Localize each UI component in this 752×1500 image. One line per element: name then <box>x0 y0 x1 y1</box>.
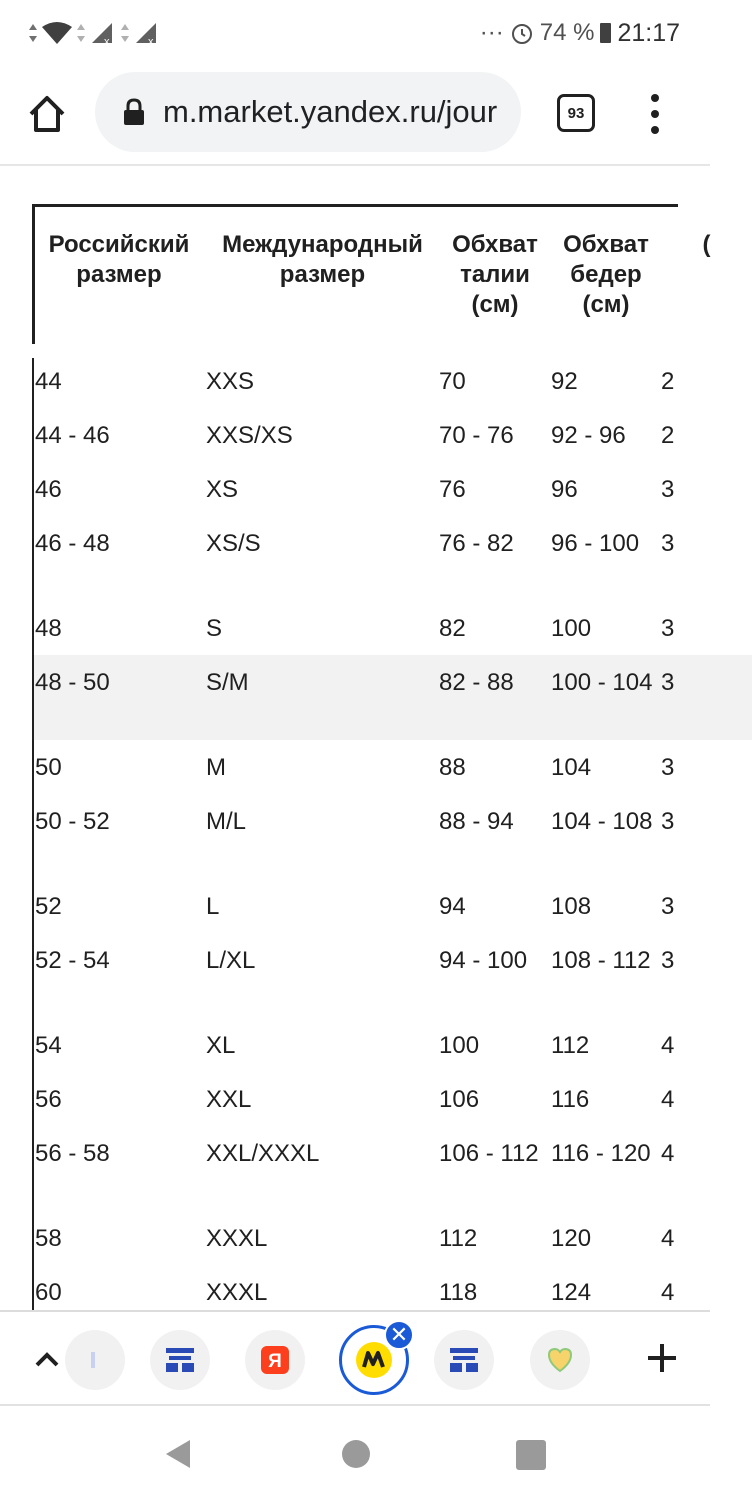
menu-dot <box>651 126 659 134</box>
yandex-icon <box>259 1344 291 1376</box>
table-row <box>32 354 752 408</box>
yandex-weather-icon <box>163 1345 197 1375</box>
table-cell: 48 - 50 <box>32 655 206 740</box>
table-row <box>32 516 752 601</box>
menu-dot <box>651 110 659 118</box>
table-cell: 120 <box>551 1225 592 1252</box>
table-cell: L/XL <box>206 947 256 974</box>
table-cell: 52 - 54 <box>35 947 110 974</box>
table-cell: 3 <box>661 655 752 740</box>
battery-percent: 74 % <box>539 19 595 46</box>
table-cell: 4 <box>661 1225 675 1252</box>
browser-toolbar <box>0 64 710 166</box>
table-cell: 50 <box>35 754 62 781</box>
partial-tab-icon <box>85 1348 105 1372</box>
table-cell: L <box>206 893 220 920</box>
table-cell: 3 <box>661 808 675 835</box>
table-cell: M/L <box>206 808 247 835</box>
table-cell: 2 <box>661 368 675 395</box>
home-nav-button[interactable] <box>342 1440 370 1468</box>
table-cell: 106 <box>439 1086 480 1113</box>
table-cell: XXL <box>206 1086 252 1113</box>
chevron-up-icon <box>34 1350 60 1368</box>
tab-thumbnail[interactable] <box>434 1330 494 1390</box>
tab-strip <box>0 1310 710 1406</box>
signal-no-service-icon <box>134 21 160 48</box>
table-row <box>32 879 752 933</box>
table-cell: 4 <box>661 1140 675 1167</box>
table-cell: 4 <box>661 1279 675 1306</box>
table-cell: 76 <box>439 476 466 503</box>
table-cell: 3 <box>661 947 675 974</box>
size-table-container[interactable] <box>32 204 711 1310</box>
data-transfer-icon <box>28 22 38 44</box>
table-cell: 70 <box>439 368 466 395</box>
home-button[interactable] <box>22 90 72 138</box>
table-cell: 106 - 112 <box>439 1140 539 1167</box>
table-cell: 82 - 88 <box>439 655 551 740</box>
table-cell: XXXL <box>206 1279 268 1306</box>
tab-thumbnail[interactable] <box>150 1330 210 1390</box>
table-cell: XXL/XXXL <box>206 1140 320 1167</box>
table-cell: S/M <box>206 655 439 740</box>
table-cell: XS/S <box>206 530 261 557</box>
table-cell: 54 <box>35 1032 62 1059</box>
svg-text:x: x <box>104 36 110 48</box>
page-content <box>0 168 710 1310</box>
table-cell: 100 <box>439 1032 480 1059</box>
recent-apps-button[interactable] <box>516 1440 546 1470</box>
tab-thumbnail[interactable] <box>530 1330 590 1390</box>
table-cell: XXS <box>206 368 255 395</box>
column-header: Обхват бедер (см) <box>563 231 649 318</box>
table-cell: 2 <box>661 422 675 449</box>
table-cell: 3 <box>661 893 675 920</box>
table-cell: 88 <box>439 754 466 781</box>
column-header: ( <box>702 231 711 258</box>
lock-icon <box>123 98 145 126</box>
table-cell: XS <box>206 476 239 503</box>
battery-icon <box>600 23 611 43</box>
table-cell: 46 <box>35 476 62 503</box>
data-transfer-icon <box>120 22 130 44</box>
size-table <box>32 204 752 1319</box>
table-cell: 116 <box>551 1086 590 1113</box>
table-row <box>32 462 752 516</box>
table-row <box>32 794 752 879</box>
table-cell: 100 <box>551 615 592 642</box>
table-row <box>32 1211 752 1265</box>
status-icons <box>28 20 160 46</box>
heart-shield-icon <box>546 1346 574 1374</box>
more-notifications-indicator: ··· <box>479 19 504 46</box>
column-header: Российский размер <box>48 231 190 288</box>
table-cell: XL <box>206 1032 236 1059</box>
yandex-weather-icon <box>447 1345 481 1375</box>
address-bar[interactable] <box>95 72 521 152</box>
table-cell: 92 - 96 <box>551 422 626 449</box>
column-header: Обхват талии (см) <box>452 231 538 318</box>
table-header-row <box>32 204 752 354</box>
tab-switcher-button[interactable]: 93 <box>557 94 595 132</box>
table-cell: 48 <box>35 615 62 642</box>
tab-thumbnail[interactable] <box>245 1330 305 1390</box>
wifi-icon <box>42 21 72 45</box>
table-top-border <box>32 204 678 207</box>
table-cell: 4 <box>661 1032 675 1059</box>
table-row <box>32 740 752 794</box>
table-cell: 58 <box>35 1225 62 1252</box>
table-cell: 112 <box>439 1225 478 1252</box>
table-cell: 4 <box>661 1086 675 1113</box>
svg-text:x: x <box>148 36 154 48</box>
table-cell: 92 <box>551 368 578 395</box>
table-cell: 88 - 94 <box>439 808 514 835</box>
table-cell: 52 <box>35 893 62 920</box>
table-cell: XXXL <box>206 1225 268 1252</box>
table-cell: 96 - 100 <box>551 530 640 557</box>
table-cell: 46 - 48 <box>35 530 110 557</box>
table-cell: 96 <box>551 476 578 503</box>
table-header-left-border <box>32 204 35 344</box>
overflow-menu-button[interactable] <box>640 92 670 136</box>
table-cell: 94 - 100 <box>439 947 528 974</box>
table-cell: 112 <box>551 1032 590 1059</box>
url-text: m.market.yandex.ru/jour <box>163 94 498 129</box>
table-cell: 76 - 82 <box>439 530 514 557</box>
data-transfer-icon <box>76 22 86 44</box>
table-cell: 3 <box>661 615 675 642</box>
table-row <box>32 408 752 462</box>
status-info <box>480 18 680 48</box>
table-cell: 3 <box>661 530 675 557</box>
close-tab-button[interactable]: ✕ <box>384 1320 414 1350</box>
table-cell: 94 <box>439 893 466 920</box>
table-row <box>32 601 752 655</box>
table-cell: 56 <box>35 1086 62 1113</box>
back-icon[interactable] <box>160 1436 196 1472</box>
table-cell: 116 - 120 <box>551 1140 651 1167</box>
table-row <box>32 1018 752 1072</box>
alarm-icon <box>510 21 534 45</box>
table-cell: 82 <box>439 615 466 642</box>
table-body-left-border <box>32 358 34 1310</box>
table-cell: 60 <box>35 1279 62 1306</box>
table-cell: 104 <box>551 754 592 781</box>
table-cell: 3 <box>661 754 675 781</box>
clock: 21:17 <box>617 18 680 47</box>
table-cell: 44 <box>35 368 62 395</box>
plus-icon <box>645 1341 679 1375</box>
table-cell: 108 - 112 <box>551 947 651 974</box>
system-navigation-bar <box>0 1408 710 1500</box>
table-cell: 70 - 76 <box>439 422 514 449</box>
table-cell: 108 <box>551 893 592 920</box>
status-bar <box>0 0 710 64</box>
svg-text:Я: Я <box>268 1351 282 1372</box>
expand-tabs-button[interactable] <box>30 1342 64 1376</box>
table-cell: 104 - 108 <box>551 808 653 835</box>
table-cell: 100 - 104 <box>551 655 661 740</box>
menu-dot <box>651 94 659 102</box>
table-row <box>32 1126 752 1211</box>
table-row <box>32 933 752 1018</box>
table-cell: 56 - 58 <box>35 1140 110 1167</box>
table-row <box>32 655 752 740</box>
tab-thumbnail[interactable] <box>65 1330 125 1390</box>
table-row <box>32 1072 752 1126</box>
table-cell: 50 - 52 <box>35 808 110 835</box>
table-cell: S <box>206 615 223 642</box>
column-header: Международный размер <box>222 231 423 288</box>
signal-no-service-icon <box>90 21 116 48</box>
table-cell: 124 <box>551 1279 592 1306</box>
new-tab-button[interactable] <box>640 1336 684 1380</box>
table-cell: 118 <box>439 1279 478 1306</box>
table-cell: M <box>206 754 226 781</box>
table-cell: XXS/XS <box>206 422 293 449</box>
table-cell: 3 <box>661 476 675 503</box>
table-cell: 44 - 46 <box>35 422 110 449</box>
home-icon <box>27 94 67 134</box>
